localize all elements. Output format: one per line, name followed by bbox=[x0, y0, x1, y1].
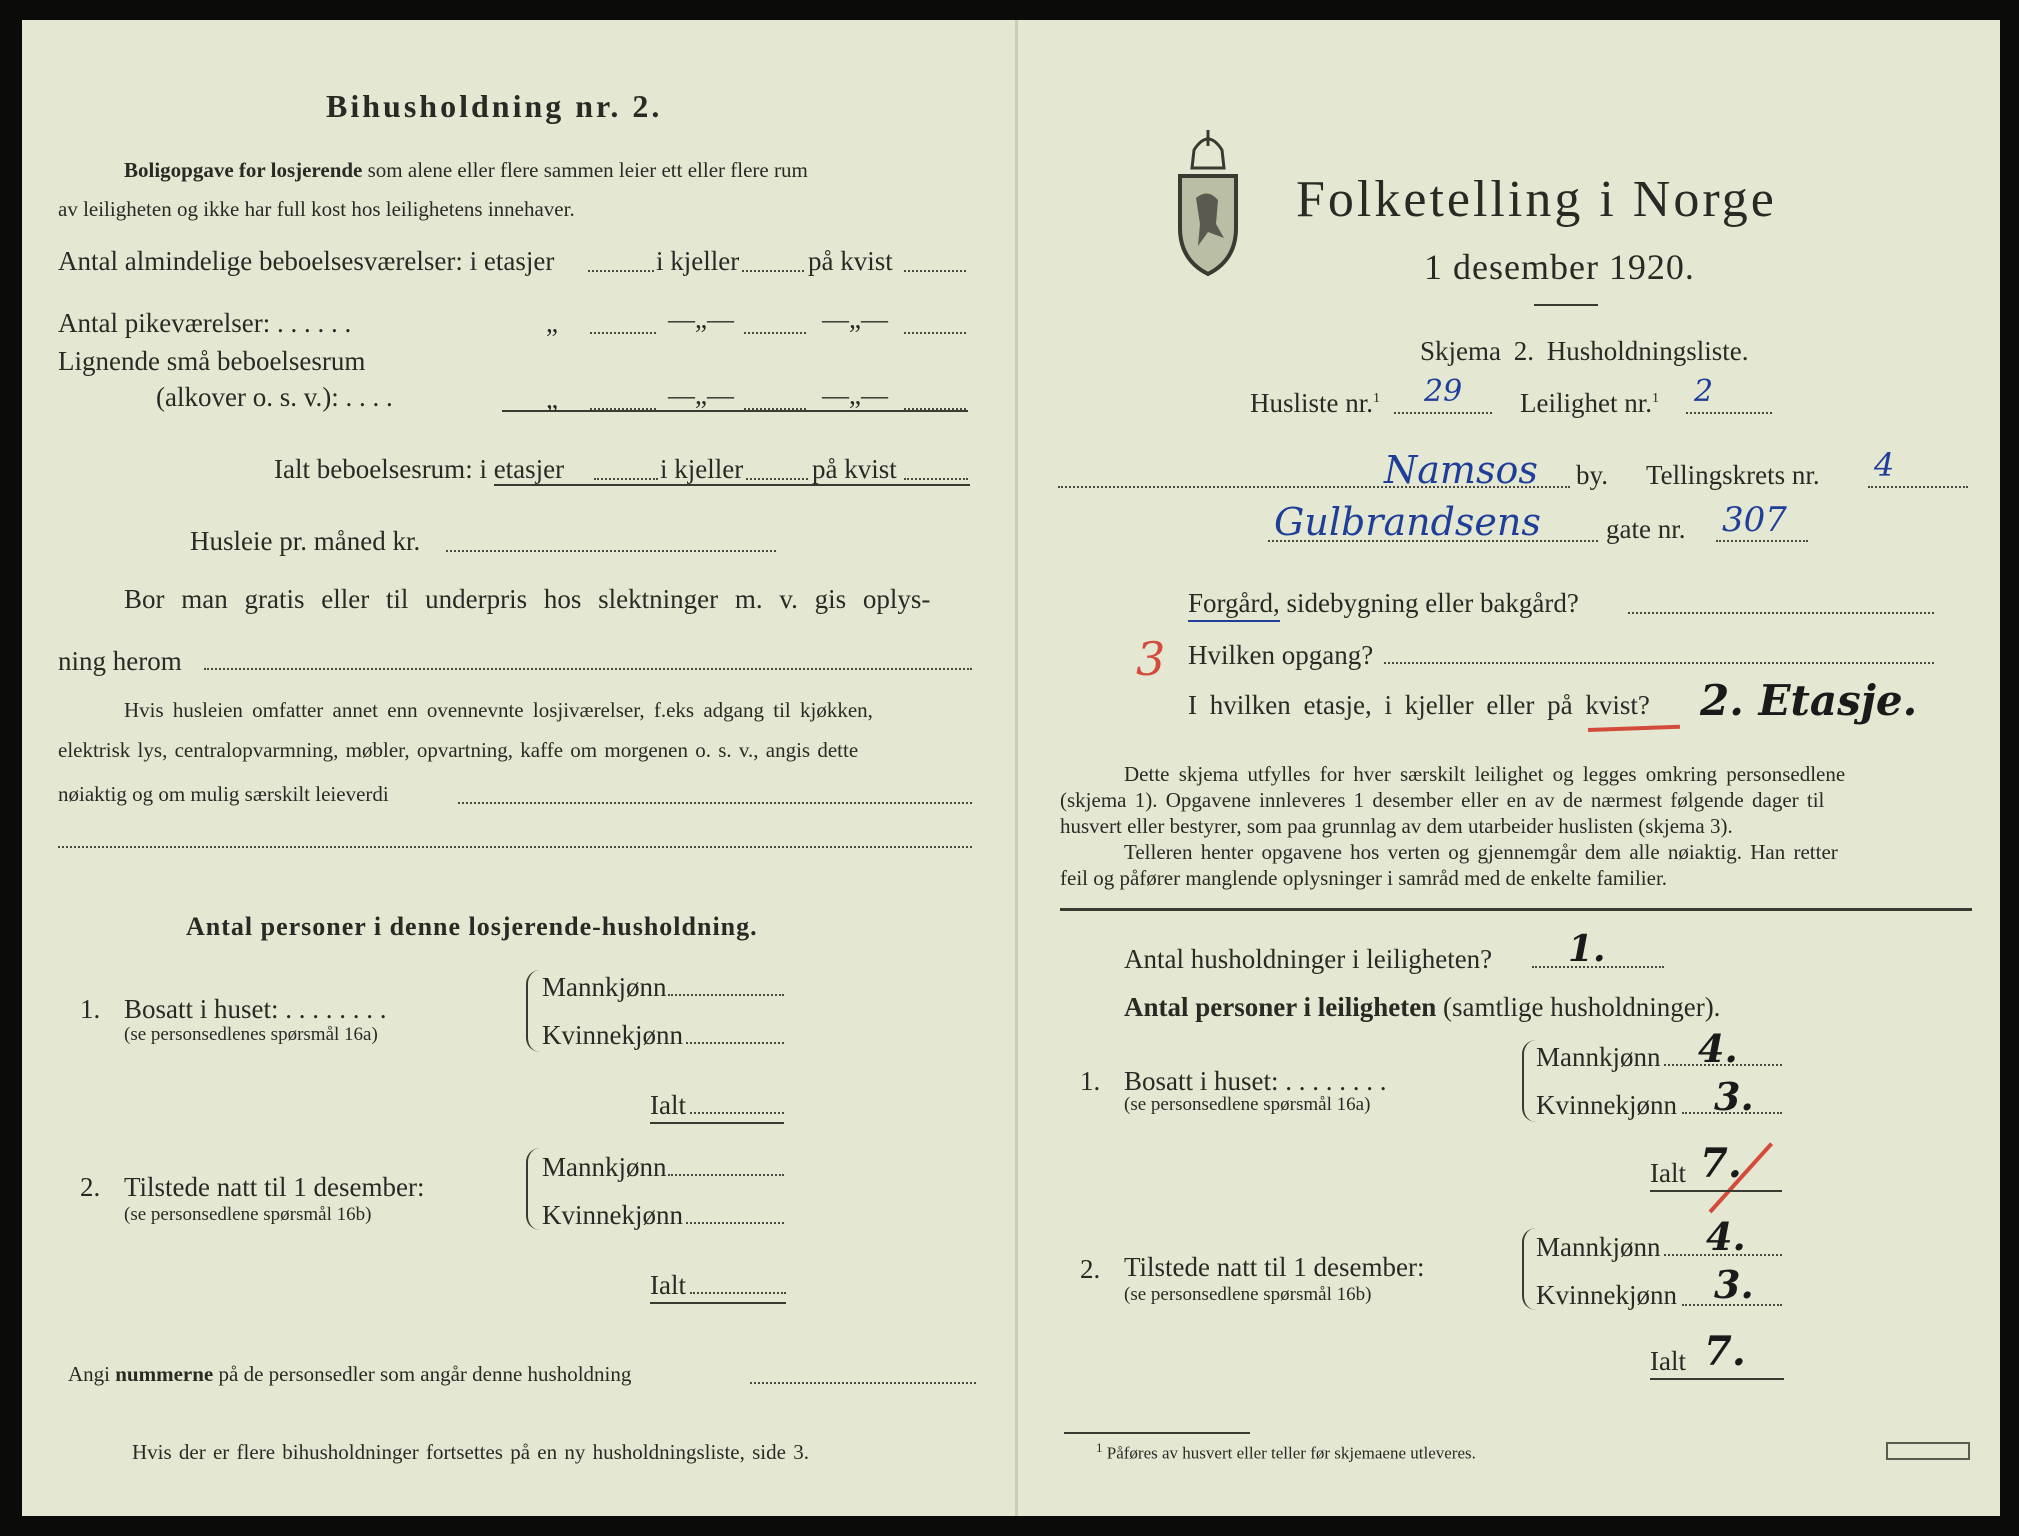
opgang-field[interactable] bbox=[1384, 662, 1934, 664]
right-q2-brace bbox=[1522, 1228, 1536, 1310]
skjema-label: Skjema 2. Husholdningsliste. bbox=[1420, 336, 1749, 366]
left-q2-ialt-label: Ialt bbox=[650, 1270, 686, 1300]
left-q2-brace bbox=[526, 1148, 540, 1230]
alkove-ditto-2: —„— bbox=[668, 380, 734, 410]
pike-ditto-2: —„— bbox=[668, 304, 734, 334]
forgard-label: Forgård, sidebygning eller bakgård? bbox=[1188, 588, 1579, 618]
info-line-5: feil og påfører manglende oplysninger i samråd med de enkelte familier. bbox=[1060, 866, 1668, 890]
leieverdi-field[interactable] bbox=[458, 802, 972, 804]
rooms-kvist-field[interactable] bbox=[904, 270, 966, 272]
right-q1-label: Bosatt i huset: . . . . . . . . bbox=[1124, 1066, 1387, 1096]
right-q1-kvinne-label: Kvinnekjønn bbox=[1536, 1090, 1677, 1120]
left-q1-number: 1. bbox=[80, 994, 101, 1024]
right-q2-label: Tilstede natt til 1 desember: bbox=[1124, 1252, 1425, 1282]
husleie-label: Husleie pr. måned kr. bbox=[190, 526, 421, 556]
opgang-label: Hvilken opgang? bbox=[1188, 640, 1374, 670]
left-q2-number: 2. bbox=[80, 1172, 101, 1202]
ialt-kvist-label: på kvist bbox=[812, 454, 897, 484]
right-q1-mann-value[interactable]: 4. bbox=[1698, 1026, 1738, 1071]
husleie-field[interactable] bbox=[446, 550, 776, 552]
left-q1-mann-label: Mannkjønn bbox=[542, 972, 667, 1002]
hvis-line-2: elektrisk lys, centralopvarmning, møbler, opvartning, kaffe om morgenen o. s. v., angis dette bbox=[58, 738, 859, 762]
info-line-1: Dette skjema utfylles for hver særskilt leilighet og legges omkring personsedlene bbox=[1124, 762, 1846, 786]
footnote bbox=[1096, 1440, 1476, 1464]
pers-bold: Antal personer i leiligheten bbox=[1124, 992, 1437, 1022]
alkove-row-sub: (alkover o. s. v.): . . . . bbox=[156, 382, 393, 412]
right-q1-kvinne-value[interactable]: 3. bbox=[1714, 1074, 1754, 1119]
page-fold bbox=[1015, 20, 1018, 1516]
rooms-kjeller-label: i kjeller bbox=[656, 246, 740, 276]
right-q1-number: 1. bbox=[1080, 1066, 1101, 1096]
bor-field[interactable] bbox=[204, 668, 972, 670]
right-q2-kvinne-field[interactable] bbox=[1682, 1304, 1782, 1306]
by-label: by. bbox=[1576, 460, 1608, 490]
leilighet-label: Leilighet nr. bbox=[1520, 388, 1652, 418]
info-line-2: (skjema 1). Opgavene innleveres 1 desember eller en av de nærmest følgende dager til bbox=[1060, 788, 1825, 812]
leilighet-field[interactable] bbox=[1686, 412, 1772, 414]
census-date: 1 desember 1920. bbox=[1424, 247, 1695, 287]
husliste-field[interactable] bbox=[1394, 412, 1492, 414]
right-q2-mann-label: Mannkjønn bbox=[1536, 1232, 1661, 1262]
left-q1-sub: (se personsedlenes spørsmål 16a) bbox=[124, 1024, 378, 1045]
intro-line-1 bbox=[124, 158, 808, 183]
right-q2-number: 2. bbox=[1080, 1254, 1101, 1284]
ialt-kvist-field[interactable] bbox=[904, 478, 968, 480]
right-q2-kvinne-value[interactable]: 3. bbox=[1714, 1262, 1754, 1307]
leilighet-row bbox=[1520, 388, 1659, 419]
husliste-label: Husliste nr. bbox=[1250, 388, 1374, 418]
right-title: Folketelling i Norge bbox=[1296, 171, 1777, 228]
husliste-row bbox=[1250, 388, 1380, 419]
gate-value[interactable]: Gulbrandsens bbox=[1274, 500, 1541, 544]
ialt-rooms-label: Ialt beboelsesrum: i etasjer bbox=[274, 454, 565, 484]
gate-label: gate nr. bbox=[1606, 514, 1686, 544]
angi-bold: nummerne bbox=[115, 1362, 214, 1386]
left-q1-brace bbox=[526, 970, 540, 1052]
opgang-mark[interactable]: 3 bbox=[1136, 632, 1166, 686]
krets-label: Tellingskrets nr. bbox=[1646, 460, 1820, 490]
pike-row-label: Antal pikeværelser: . . . . . . bbox=[58, 308, 352, 338]
right-q2-mann-field[interactable] bbox=[1664, 1254, 1782, 1256]
right-q1-brace bbox=[1522, 1040, 1536, 1122]
right-q2-sub: (se personsedlene spørsmål 16b) bbox=[1124, 1284, 1372, 1305]
footnote-mark: 1 bbox=[1096, 1440, 1103, 1455]
ialt-etasjer-field[interactable] bbox=[594, 478, 658, 480]
right-q2-ialt-value[interactable]: 7. bbox=[1704, 1328, 1746, 1375]
leilighet-value[interactable]: 2 bbox=[1694, 374, 1714, 409]
pike-etasjer-field[interactable] bbox=[590, 332, 656, 334]
footnote-rule bbox=[1064, 1432, 1250, 1434]
right-q1-ialt-rule bbox=[1650, 1190, 1782, 1192]
hush-field[interactable] bbox=[1532, 966, 1664, 968]
bor-line-2: ning herom bbox=[58, 646, 182, 676]
left-q2-kvinne-field[interactable] bbox=[686, 1222, 784, 1224]
husliste-value[interactable]: 29 bbox=[1424, 374, 1463, 409]
left-q1-ialt-rule bbox=[650, 1122, 784, 1124]
rooms-kvist-label: på kvist bbox=[808, 246, 893, 276]
hvis-line-3: nøiaktig og om mulig særskilt leieverdi bbox=[58, 782, 389, 806]
intro-bold: Boligopgave for losjerende bbox=[124, 158, 363, 182]
left-q2-kvinne-label: Kvinnekjønn bbox=[542, 1200, 683, 1230]
pers-title bbox=[1124, 992, 1720, 1023]
right-q1-sub: (se personsedlene spørsmål 16a) bbox=[1124, 1094, 1371, 1115]
rooms-etasjer-field[interactable] bbox=[588, 270, 654, 272]
leilighet-footnote-mark: 1 bbox=[1651, 391, 1659, 406]
leieverdi-field-2[interactable] bbox=[58, 846, 972, 848]
alkove-ditto-1: „ bbox=[546, 384, 558, 414]
info-line-3: husvert eller bestyrer, som paa grunnlag av dem utarbeider huslisten (skjema 3). bbox=[1060, 814, 1733, 838]
ialt-underline bbox=[494, 484, 970, 486]
info-line-4: Telleren henter opgavene hos verten og gjennemgår dem alle nøiaktig. Han retter bbox=[1124, 840, 1838, 864]
left-q2-mann-field[interactable] bbox=[668, 1174, 784, 1176]
krets-field[interactable] bbox=[1868, 486, 1968, 488]
angi-field[interactable] bbox=[750, 1382, 976, 1384]
by-value[interactable]: Namsos bbox=[1384, 448, 1538, 492]
angi-post: på de personsedler som angår denne husholdning bbox=[218, 1362, 632, 1386]
pers-rest: (samtlige husholdninger). bbox=[1442, 992, 1721, 1022]
left-title: Bihusholdning nr. 2. bbox=[326, 88, 663, 124]
left-q1-kvinne-label: Kvinnekjønn bbox=[542, 1020, 683, 1050]
info-divider bbox=[1060, 908, 1972, 911]
left-q1-kvinne-field[interactable] bbox=[686, 1042, 784, 1044]
krets-value[interactable]: 4 bbox=[1874, 446, 1895, 484]
right-q2-mann-value[interactable]: 4. bbox=[1706, 1214, 1746, 1259]
right-q1-mann-field[interactable] bbox=[1664, 1064, 1782, 1066]
right-q1-mann-label: Mannkjønn bbox=[1536, 1042, 1661, 1072]
angi-line bbox=[68, 1362, 631, 1387]
etasje-value[interactable]: 2. Etasje. bbox=[1700, 676, 1918, 725]
forgard-field[interactable] bbox=[1628, 612, 1934, 614]
etasje-label: I hvilken etasje, i kjeller eller på kvist? bbox=[1188, 690, 1650, 720]
left-q2-sub: (se personsedlene spørsmål 16b) bbox=[124, 1204, 372, 1225]
alkove-row-label: Lignende små beboelsesrum bbox=[58, 346, 366, 376]
husliste-footnote-mark: 1 bbox=[1373, 391, 1381, 406]
sum-rule bbox=[502, 410, 968, 412]
left-q1-ialt-label: Ialt bbox=[650, 1090, 686, 1120]
hush-label: Antal husholdninger i leiligheten? bbox=[1124, 944, 1493, 974]
right-q2-ialt-label: Ialt bbox=[1650, 1346, 1686, 1376]
bor-line-1: Bor man gratis eller til underpris hos slektninger m. v. gis oplys- bbox=[124, 584, 931, 614]
rooms-kjeller-field[interactable] bbox=[742, 270, 804, 272]
intro-line-2: av leiligheten og ikke har full kost hos leilighetens innehaver. bbox=[58, 197, 575, 221]
pike-ditto-3: —„— bbox=[822, 304, 888, 334]
right-q1-kvinne-field[interactable] bbox=[1682, 1112, 1782, 1114]
hush-value[interactable]: 1. bbox=[1568, 928, 1606, 970]
left-q2-label: Tilstede natt til 1 desember: bbox=[124, 1172, 425, 1202]
intro-rest-1: som alene eller flere sammen leier ett eller flere rum bbox=[367, 158, 808, 182]
pike-kjeller-field[interactable] bbox=[744, 332, 806, 334]
pike-ditto-1: „ bbox=[546, 308, 558, 338]
alkove-ditto-3: —„— bbox=[822, 380, 888, 410]
angi-pre: Angi bbox=[68, 1362, 110, 1386]
left-q1-ialt-field[interactable] bbox=[690, 1112, 784, 1114]
title-divider bbox=[1534, 304, 1598, 306]
gate-nr-field[interactable] bbox=[1716, 540, 1808, 542]
right-q1-ialt-value[interactable]: 7. bbox=[1700, 1140, 1742, 1187]
hvis-line-1: Hvis husleien omfatter annet enn ovennevnte losjiværelser, f.eks adgang til kjøkken, bbox=[124, 698, 873, 722]
left-q2-mann-label: Mannkjønn bbox=[542, 1152, 667, 1182]
left-q1-label: Bosatt i huset: . . . . . . . . bbox=[124, 994, 387, 1024]
left-q2-ialt-field[interactable] bbox=[690, 1292, 786, 1294]
left-q2-ialt-rule bbox=[650, 1302, 786, 1304]
rooms-row-label: Antal almindelige beboelsesværelser: i etasjer bbox=[58, 246, 555, 276]
ialt-kjeller-field[interactable] bbox=[746, 478, 808, 480]
ialt-kjeller-label: i kjeller bbox=[660, 454, 744, 484]
pike-kvist-field[interactable] bbox=[904, 332, 966, 334]
right-q2-ialt-rule bbox=[1650, 1378, 1784, 1380]
left-footer: Hvis der er flere bihusholdninger fortsettes på en ny husholdningsliste, side 3. bbox=[132, 1440, 809, 1464]
forgard-underline bbox=[1188, 620, 1280, 622]
gate-nr-value[interactable]: 307 bbox=[1722, 500, 1787, 540]
coat-of-arms-icon bbox=[1172, 128, 1244, 278]
footnote-text: Påføres av husvert eller teller før skjemaene utleveres. bbox=[1106, 1443, 1476, 1463]
left-persons-title: Antal personer i denne losjerende-husholdning. bbox=[186, 912, 758, 941]
right-q1-ialt-label: Ialt bbox=[1650, 1158, 1686, 1188]
right-q2-kvinne-label: Kvinnekjønn bbox=[1536, 1280, 1677, 1310]
printer-mark bbox=[1886, 1442, 1970, 1460]
left-q1-mann-field[interactable] bbox=[668, 994, 784, 996]
